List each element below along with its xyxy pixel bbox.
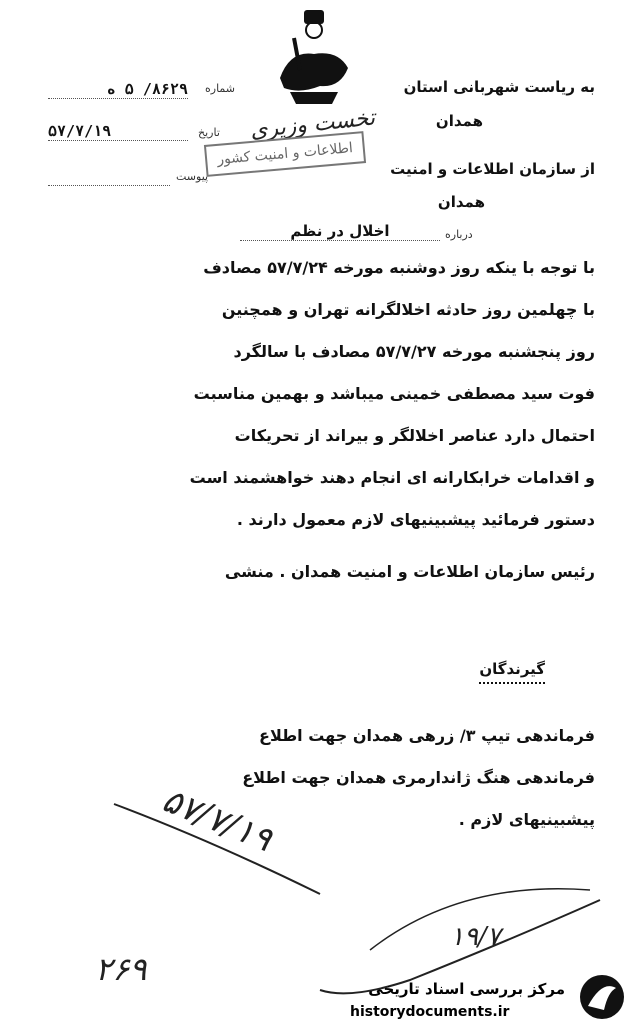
handwritten-bottom-right: ۱۹/۷ xyxy=(450,922,501,952)
sender-city: همدان xyxy=(437,193,485,211)
recipient-line: به ریاست شهربانی استان xyxy=(403,78,595,96)
handwritten-bottom-left: ۲۶۹ xyxy=(95,950,147,988)
lion-and-sun-emblem xyxy=(270,8,358,112)
number-label: شماره xyxy=(205,82,236,95)
body-line-2: با چهلمین روز حادثه اخلالگرانه تهران و همچنین xyxy=(221,300,595,319)
date-value: ۵۷/۷/۱۹ xyxy=(48,122,188,141)
handwritten-date: ۵۷/۷/۱۹ xyxy=(156,780,278,860)
recipient-line-2: فرماندهی هنگ ژاندارمری همدان جهت اطلاع xyxy=(242,768,595,787)
body-line-6: و اقدامات خرابکارانه ای انجام دهند خواهشمند است xyxy=(189,468,595,487)
sender-line: از سازمان اطلاعات و امنیت xyxy=(390,160,595,178)
body-line-5: احتمال دارد عناصر اخلالگر و بیراند از تحریکات xyxy=(234,426,595,445)
recipients-title: گیرندگان xyxy=(479,660,545,684)
recipient-city: همدان xyxy=(435,112,483,130)
signature-line: رئیس سازمان اطلاعات و امنیت همدان . منشی xyxy=(224,562,595,581)
watermark-site: historydocuments.ir xyxy=(350,1004,510,1020)
recipient-line-1: فرماندهی تیپ ۳/ زرهی همدان جهت اطلاع xyxy=(259,726,595,745)
body-line-4: فوت سید مصطفی خمینی میباشد و بهمین مناسبت xyxy=(193,384,595,403)
watermark-org: مرکز بررسی اسناد تاریخی xyxy=(368,980,565,998)
handwritten-stroke xyxy=(110,790,330,900)
number-value: ۸۶۲۹/ ۵ ه xyxy=(48,80,188,99)
body-line-1: با توجه با ینکه روز دوشنبه مورخه ۵۷/۷/۲۴ مصادف xyxy=(203,258,595,277)
subject-label: درباره xyxy=(445,228,473,241)
recipient-line-3: پیشبینیهای لازم . xyxy=(458,810,595,829)
archive-logo-icon xyxy=(578,972,626,1022)
date-label: تاریخ xyxy=(198,126,220,139)
attachment-value xyxy=(48,184,170,186)
ministry-stamp: اطلاعات و امنیت کشور xyxy=(204,131,366,177)
subject-value: اخلال در نظم xyxy=(240,222,440,241)
body-line-3: روز پنجشنبه مورخه ۵۷/۷/۲۷ مصادف با سالگرد xyxy=(233,342,595,361)
attachment-label: پیوست xyxy=(176,170,209,183)
handwritten-note: تخست وزیری xyxy=(249,105,377,144)
body-line-7: دستور فرمائید پیشبینیهای لازم معمول دارند . xyxy=(236,510,595,529)
